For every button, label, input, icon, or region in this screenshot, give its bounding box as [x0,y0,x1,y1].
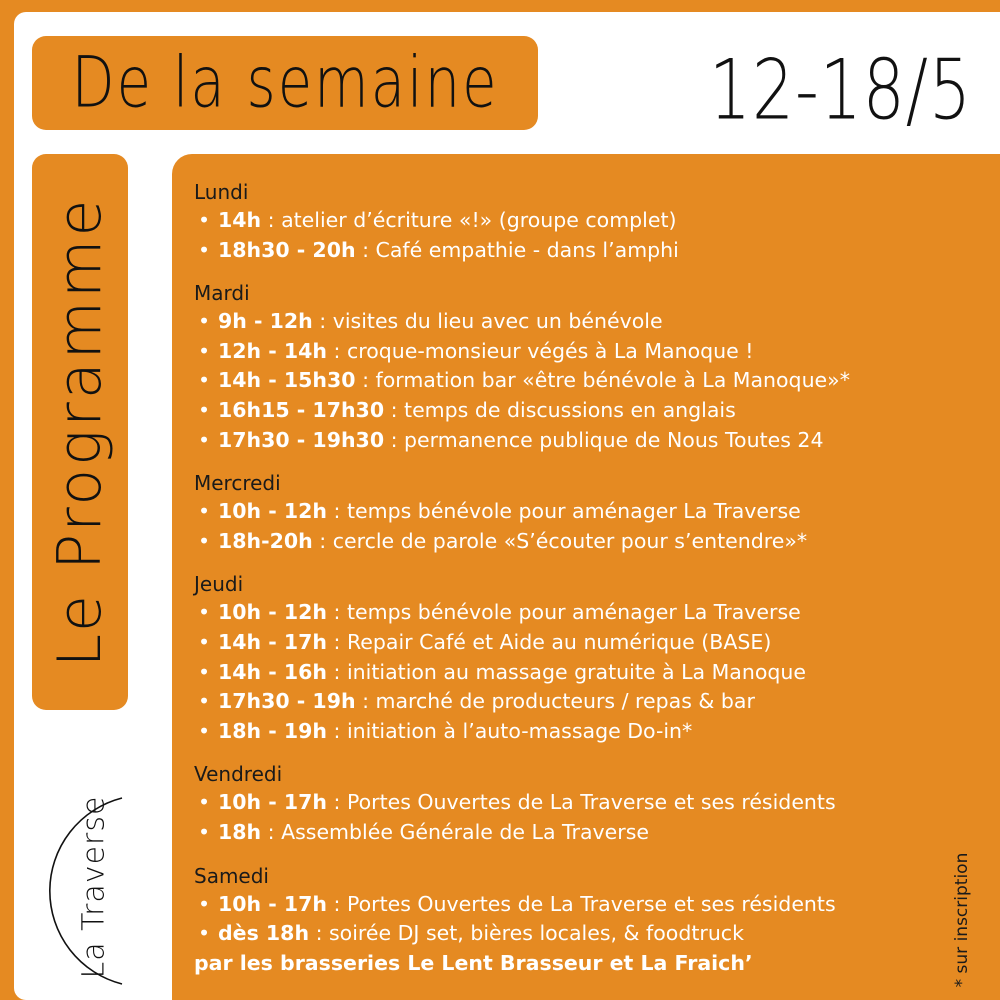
day-vendredi [194,760,974,847]
event-desc: : soirée DJ set, bières locales, & foodtruck [309,921,744,946]
day-samedi [194,862,974,979]
event-item [194,527,974,557]
event-desc: : temps bénévole pour aménager La Traverse [327,499,801,524]
bullet: • [198,790,211,815]
side-banner [32,154,128,710]
event-time: 10h - 12h [218,600,328,625]
event-time: 10h - 17h [218,891,328,916]
event-desc: : temps de discussions en anglais [384,397,736,422]
event-time: 18h [218,819,262,844]
event-desc: : Repair Café et Aide au numérique (BASE) [327,629,772,654]
program-panel [172,154,1000,1000]
event-time: dès 18h [218,921,310,946]
day-lundi [194,178,974,265]
bullet: • [198,397,211,422]
week-title: De la semaine [71,42,499,124]
event-time: 18h30 - 20h [218,237,356,262]
day-name: Lundi [194,180,249,204]
event-continuation [194,949,974,979]
event-desc: : Portes Ouvertes de La Traverse et ses résidents [327,891,836,916]
bullet: • [198,309,211,334]
event-time: 14h - 15h30 [218,368,356,393]
event-item [194,788,974,818]
day-name: Samedi [194,863,269,888]
bullet: • [198,427,211,452]
bullet: • [198,689,211,714]
bullet: • [198,368,211,393]
event-time: 17h30 - 19h [218,689,356,714]
day-mercredi [194,469,974,556]
program-list [194,178,974,992]
event-time: 17h30 - 19h30 [218,427,385,452]
event-desc: : temps bénévole pour aménager La Traverse [327,600,801,625]
event-item [194,658,974,688]
bullet: • [198,237,211,262]
event-desc: : initiation au massage gratuite à La Manoque [327,659,806,684]
title-banner [32,36,538,130]
event-time: 9h - 12h [218,309,313,334]
event-time: 14h [218,208,262,232]
event-time: 10h - 17h [218,790,328,815]
bullet: • [198,718,211,743]
bullet: • [198,600,211,625]
day-name: Vendredi [194,762,283,787]
event-continuation-text: par les brasseries Le Lent Brasseur et La Fraich’ [194,950,753,975]
event-item [194,366,974,396]
event-time: 12h - 14h [218,338,328,363]
bullet: • [198,528,211,553]
event-item [194,628,974,658]
bullet: • [198,338,211,363]
registration-note: * sur inscription [952,852,972,988]
bullet: • [198,208,211,232]
day-name: Mardi [194,281,250,306]
la-traverse-logo [40,790,136,990]
bullet: • [198,891,211,916]
event-time: 18h - 19h [218,718,328,743]
event-desc: : initiation à l’auto-massage Do-in* [327,718,693,743]
day-name: Mercredi [194,471,281,496]
event-desc: : visites du lieu avec un bénévole [312,309,663,334]
event-item [194,396,974,426]
event-item [194,206,974,236]
event-desc: : marché de producteurs / repas & bar [355,689,755,714]
event-item [194,307,974,337]
event-item [194,598,974,628]
event-desc: : formation bar «être bénévole à La Manoque»* [355,368,850,393]
event-item [194,818,974,848]
day-name: Jeudi [194,572,244,597]
event-desc: : croque-monsieur végés à La Manoque ! [327,338,754,363]
event-item [194,717,974,747]
bullet: • [198,629,211,654]
event-time: 14h - 17h [218,629,328,654]
day-mardi [194,279,974,455]
event-item [194,497,974,527]
event-desc: : atelier d’écriture «!» (groupe complet) [261,208,677,232]
event-item [194,890,974,920]
event-time: 10h - 12h [218,499,328,524]
logo-text: La Traverse [76,795,112,979]
event-desc: : cercle de parole «S’écouter pour s’entendre»* [312,528,808,553]
day-jeudi [194,570,974,746]
event-desc: : Assemblée Générale de La Traverse [261,819,650,844]
event-desc: : permanence publique de Nous Toutes 24 [384,427,824,452]
event-item [194,337,974,367]
event-item [194,687,974,717]
event-time: 14h - 16h [218,659,328,684]
week-dates: 12-18/5 [708,42,972,139]
event-item [194,426,974,456]
event-item [194,236,974,266]
event-item [194,919,974,949]
event-desc: : Café empathie - dans l’amphi [355,237,679,262]
bullet: • [198,499,211,524]
event-desc: : Portes Ouvertes de La Traverse et ses résidents [327,790,836,815]
event-time: 18h-20h [218,528,313,553]
bullet: • [198,819,211,844]
event-time: 16h15 - 17h30 [218,397,385,422]
bullet: • [198,921,211,946]
program-heading: Le Programme [45,196,115,668]
bullet: • [198,659,211,684]
